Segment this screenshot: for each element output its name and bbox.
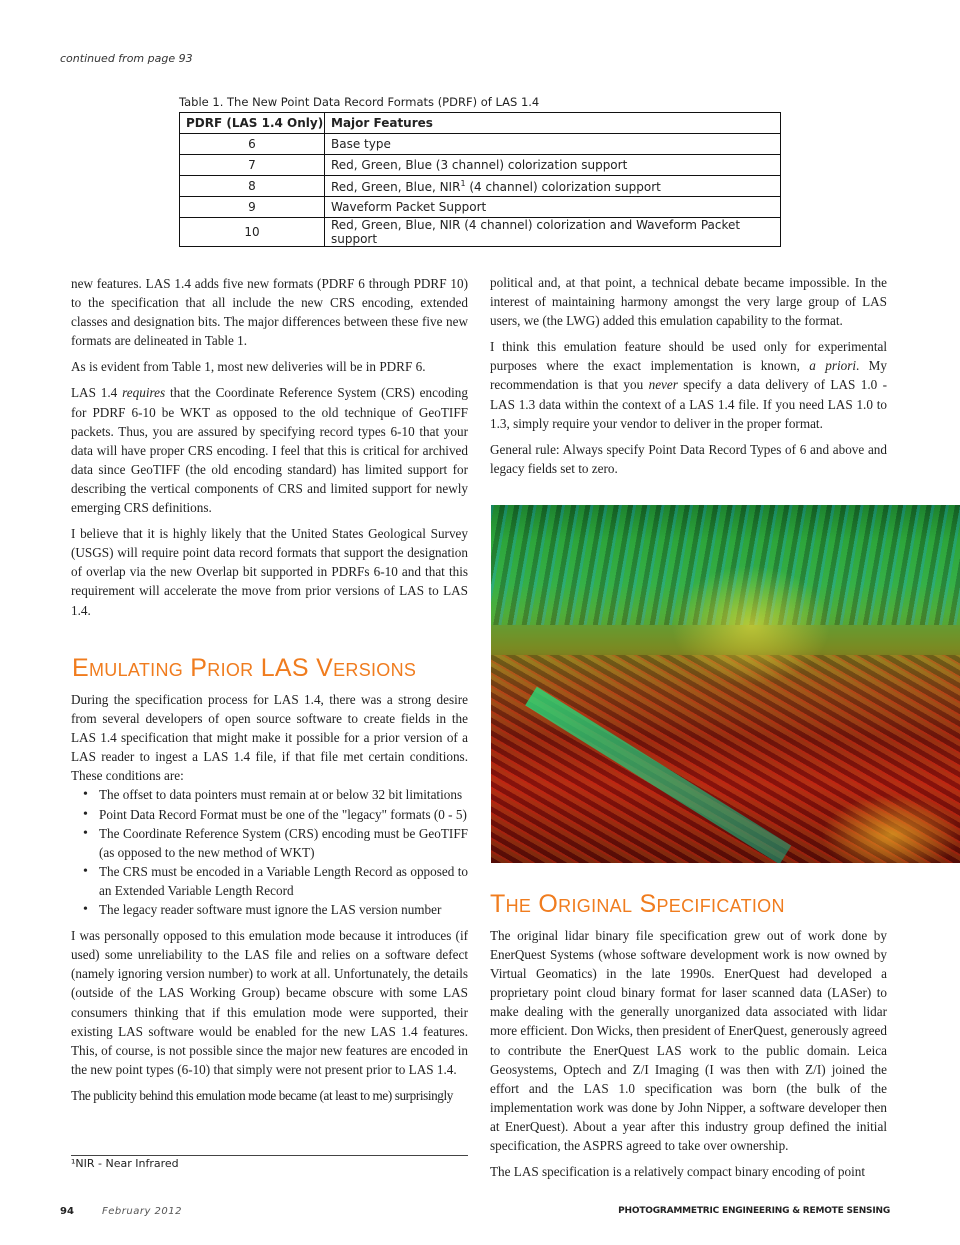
feature-cell: Red, Green, Blue, NIR (4 channel) colorization and Waveform Packet support — [325, 218, 781, 247]
feature-text: (4 channel) colorization support — [465, 179, 661, 194]
paragraph: I was personally opposed to this emulation mode because it introduces (if used) some unreliability to the LAS file and relies on a software defect (namely ignoring version number) to work at all. Unfortunately, the details (outside of the LAS Working Group) became obscure with some LAS consumers thinking that if this emulation mode were supported, their existing LAS software would be enabled for the new LAS 1.4 features. This, of course, is not possible since the major new features are encoded in the new point types (6-10) that simply were not present prior to LAS 1.4. — [71, 928, 468, 1077]
paragraph: The LAS specification is a relatively compact binary encoding of point — [490, 1164, 865, 1180]
paragraph: political and, at that point, a technical debate became impossible. In the interest of maintaining harmony amongst the very large group of LAS users, we (the LWG) added this emulation capability to the format. — [490, 275, 887, 329]
page-number: 94 — [60, 1206, 74, 1217]
paragraph: As is evident from Table 1, most new deliveries will be in PDRF 6. — [71, 359, 426, 375]
left-column-continued — [71, 690, 468, 1112]
heading-text: The Original Specification — [490, 890, 785, 918]
emphasis: never — [648, 377, 678, 393]
footnote-ref: 1 — [460, 178, 466, 188]
paragraph: I believe that it is highly likely that the United States Geological Survey (USGS) will require point data record formats that support the designation of overlap via the new Overlap bit supported in PDRFs 6-10 and that this requirement will accelerate the move from prior versions of LAS to LAS 1.4. — [71, 526, 468, 618]
feature-text: Red, Green, Blue, NIR — [331, 179, 461, 194]
journal-name: PHOTOGRAMMETRIC ENGINEERING & REMOTE SENSING — [618, 1206, 890, 1216]
text-run: specify a data delivery of LAS 1.0 - LAS 1.3 data within the context of a LAS 1.4 file. If you need LAS 1.0 to 1.3, simply require your vendor to deliver in the proper format. — [490, 377, 888, 431]
column-header-features: Major Features — [325, 113, 781, 134]
feature-cell: Base type — [325, 134, 781, 155]
table-row — [180, 134, 781, 155]
table-row — [180, 218, 781, 247]
list-item: • The legacy reader software must ignore the LAS version number — [99, 900, 468, 919]
issue-date: February 2012 — [102, 1206, 182, 1217]
list-item: • The offset to data pointers must remain at or below 32 bit limitations — [99, 785, 468, 804]
left-column — [71, 274, 468, 627]
section-heading-emulating — [72, 655, 416, 682]
column-header-pdrf: PDRF (LAS 1.4 Only) — [180, 113, 325, 134]
right-column-continued — [490, 926, 887, 1188]
section-heading-original — [490, 891, 785, 918]
paragraph — [490, 337, 887, 432]
list-item: • Point Data Record Format must be one of the "legacy" formats (0 - 5) — [99, 805, 468, 824]
table-row — [180, 155, 781, 176]
pdrf-cell: 10 — [180, 218, 325, 247]
table-row — [180, 176, 781, 197]
table-header-row — [180, 113, 781, 134]
text-run: that the Coordinate Reference System (CRS) encoding for PDRF 6-10 be WKT as opposed to the old technique of GeoTIFF packets. Thus, you are assured by specifying record types 6-10 that your data will have proper CRS encoding. I feel that this is critical for archived data since GeoTIFF (the old encoding standard) has limited support for describing the vertical components of CRS and limited support for newly emerging CRS definitions. — [71, 385, 468, 516]
list-item: • The CRS must be encoded in a Variable Length Record as opposed to an Extended Variable Length Record — [99, 862, 468, 900]
pdrf-cell: 7 — [180, 155, 325, 176]
pdrf-cell: 6 — [180, 134, 325, 155]
heading-text: Emulating Prior LAS Versions — [72, 654, 417, 682]
feature-cell: Waveform Packet Support — [325, 197, 781, 218]
text-run: I think this emulation feature should be used only for experimental purposes where the exact implementation is known, — [490, 339, 887, 374]
emphasis: a priori — [809, 358, 857, 374]
paragraph: The original lidar binary file specification grew out of work done by EnerQuest Systems (whose software development work is now owned by Virtual Geomatics) in the late 1990s. EnerQuest had developed a proprietary point cloud binary format for laser scanned data (LASer) to make dealing with the generally unorganized data associated with lidar more efficient. Don Wicks, then president of EnerQuest, generously agreed to contribute the EnerQuest LAS work to the public domain. Leica Geosystems, Optech and Z/I Imaging (I was then with Z/I) joined the effort and the LAS 1.0 specification was born (the bulk of the implementation work was done by John Nipper, a software developer then at EnerQuest). About a year after this industry group defined the initial specification, the ASPRS agreed to take over ownership. — [490, 928, 887, 1154]
list-item: • The Coordinate Reference System (CRS) encoding must be GeoTIFF (as opposed to the new method of WKT) — [99, 824, 468, 862]
paragraph — [71, 383, 468, 517]
pdrf-cell: 8 — [180, 176, 325, 197]
paragraph: General rule: Always specify Point Data Record Types of 6 and above and legacy fields set to zero. — [490, 441, 887, 476]
paragraph: new features. LAS 1.4 adds five new formats (PDRF 6 through PDRF 10) to the specification that all include the new CRS encoding, extended classes and designation bits. The major differences between these five new formats are delineated in Table 1. — [71, 276, 468, 349]
text-run: . My recommendation is that you — [490, 358, 887, 393]
pdrf-cell: 9 — [180, 197, 325, 218]
feature-cell — [325, 176, 781, 197]
pdrf-table — [179, 112, 781, 247]
emphasis: requires — [122, 385, 166, 401]
continued-note: continued from page 93 — [60, 52, 193, 65]
text-run: LAS 1.4 — [71, 385, 123, 401]
table-caption: Table 1. The New Point Data Record Formats (PDRF) of LAS 1.4 — [179, 95, 540, 109]
feature-cell: Red, Green, Blue (3 channel) colorization support — [325, 155, 781, 176]
paragraph: During the specification process for LAS 1.4, there was a strong desire from several developers of open source software to create fields in the LAS 1.4 specification that might make it possible for a prior version of a LAS reader to ingest a LAS 1.4 file, if that file met certain conditions. These conditions are: — [71, 692, 468, 784]
conditions-list — [71, 785, 468, 919]
highlight-region — [671, 565, 831, 685]
highlight-region — [821, 795, 960, 863]
right-column — [490, 273, 887, 485]
lidar-point-cloud-image — [491, 505, 960, 863]
footnote: ¹NIR - Near Infrared — [71, 1157, 179, 1170]
footnote-rule — [71, 1155, 468, 1156]
paragraph: The publicity behind this emulation mode became (at least to me) surprisingly — [71, 1087, 453, 1103]
table-row — [180, 197, 781, 218]
